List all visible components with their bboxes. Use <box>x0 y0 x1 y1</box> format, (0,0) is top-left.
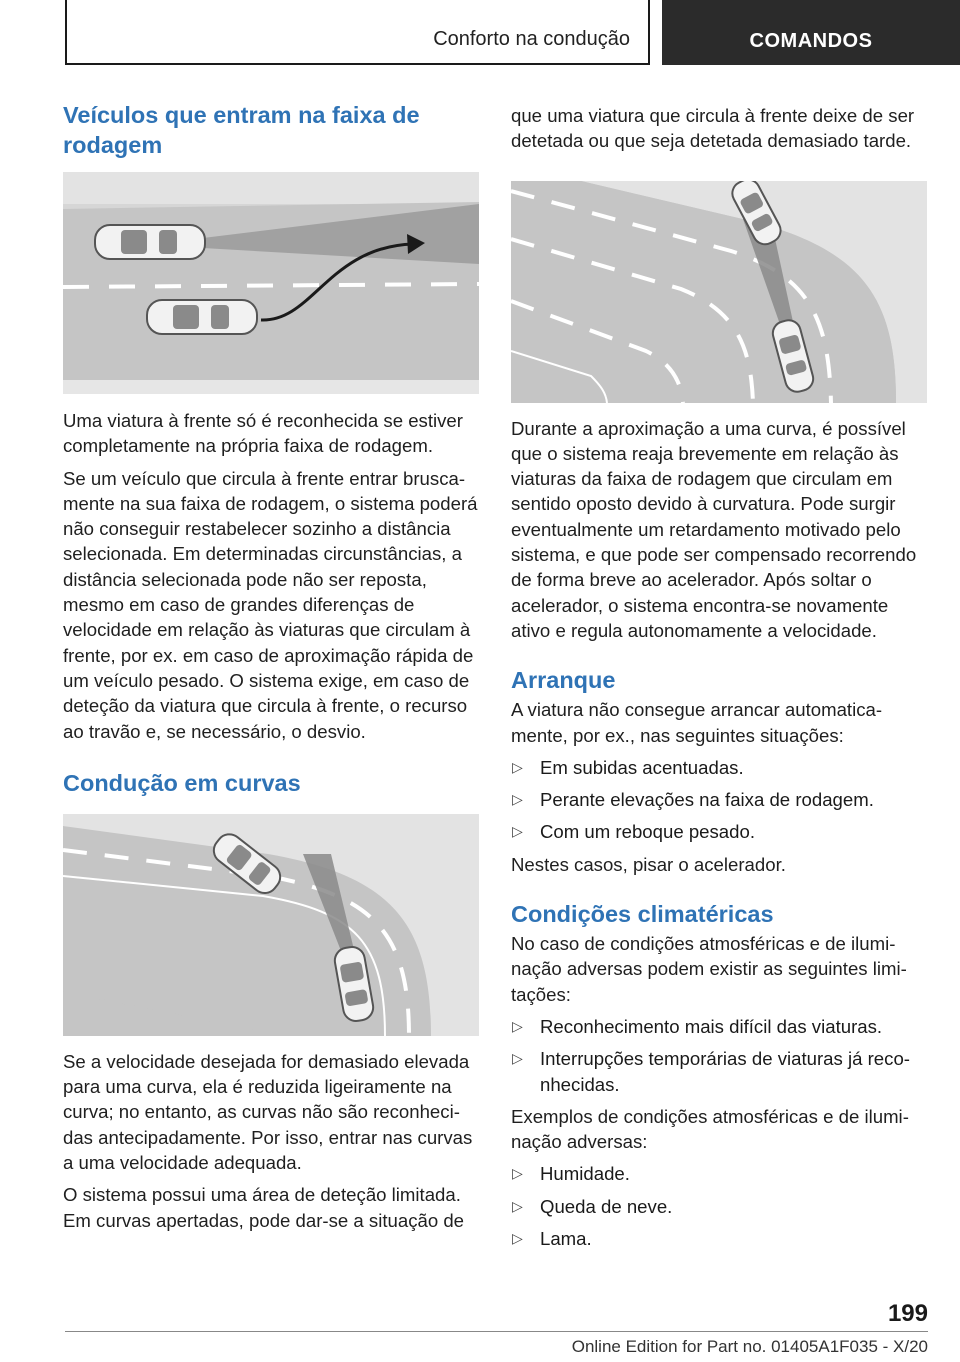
page-header <box>0 0 960 66</box>
illustration-curve-detection <box>63 814 479 1036</box>
triangle-bullet-icon: ▷ <box>512 758 523 775</box>
chapter-label: COMANDOS <box>749 30 873 52</box>
left-column <box>63 100 481 1233</box>
triangle-bullet-icon: ▷ <box>512 1050 523 1067</box>
chapter-tab <box>662 0 960 65</box>
list-item: ▷ Interrupções temporárias de viaturas já reconhecidas. <box>512 1048 910 1095</box>
paragraph-start-intro: A viatura não consegue arrancar automaticamente, por ex., nas seguintes situações: <box>511 699 883 746</box>
page-number: 199 <box>887 1300 928 1327</box>
illustration-curve-oncoming <box>511 181 927 403</box>
paragraph-press-accelerator: Nestes casos, pisar o acelerador. <box>511 853 786 875</box>
triangle-bullet-icon: ▷ <box>512 791 523 808</box>
paragraph-vehicle-cuts-in: Se um veículo que circula à frente entrar bruscamente na sua faixa de rodagem, o sistema poderá não conseguir restabelecer sozinho a distância selecionada. Em determinadas circunstâncias, a distância selecionada pode não ser reposta, mesmo em caso de grandes diferenças de velocidade em relação às viaturas que circulam à frente, por ex. em caso de aproximação rápida de um veículo pesado. O sistema exige, em caso de deteção da viatura que circula à frente, o recurso ao travão e, se necessário, o desvio. <box>63 467 478 742</box>
list-item: ▷ Reconhecimento mais difícil das viaturas. <box>511 1014 929 1039</box>
paragraph-detection-area: O sistema possui uma área de deteção limitada. Em curvas apertadas, pode dar-se a situação de <box>63 1184 465 1231</box>
paragraph-weather-examples: Exemplos de condições atmosféricas e de iluminação adversas: <box>511 1105 909 1153</box>
triangle-bullet-icon: ▷ <box>512 1230 523 1247</box>
paragraph-continued: que uma viatura que circula à frente deixe de ser detetada ou que seja detetada demasiado tarde. <box>511 105 915 152</box>
section-title: Conforto na condução <box>433 28 630 50</box>
footer-edition: Online Edition for Part no. 01405A1F035 - X/20 <box>571 1337 928 1356</box>
right-column <box>511 100 929 1258</box>
heading-start: Arranque <box>511 667 616 694</box>
heading-weather-conditions: Condições climatéricas <box>511 901 774 928</box>
triangle-bullet-icon: ▷ <box>512 1017 523 1034</box>
list-item: ▷ Com um reboque pesado. <box>511 819 929 844</box>
list-item: ▷ Lama. <box>511 1226 929 1251</box>
list-start-situations <box>511 755 929 845</box>
paragraph-weather-intro: No caso de condições atmosféricas e de iluminação adversas podem existir as seguintes limitações: <box>511 933 907 1005</box>
paragraph-approaching-curve: Durante a aproximação a uma curva, é possível que o sistema reaja brevemente em relação às viaturas da faixa de rodagem que circulam em sentido oposto devido à curvatura. Pode surgir eventualmente um retardamento motivado pelo sistema, e que pode ser compensado recorrendo de forma breve ao acelerador. Após soltar o acelerador, o sistema encontra-se novamente ativo e regula autonomamente a velocidade. <box>511 417 917 641</box>
footer-divider <box>65 1331 928 1332</box>
list-weather-examples <box>511 1161 929 1251</box>
triangle-bullet-icon: ▷ <box>512 1197 523 1214</box>
header-frame <box>65 0 650 65</box>
list-item: ▷ Perante elevações na faixa de rodagem. <box>511 787 929 812</box>
paragraph-curve-speed: Se a velocidade desejada for demasiado elevada para uma curva, ela é reduzida ligeiramente na curva; no entanto, as curvas não são reconhecidas antecipadamente. Por isso, entrar nas curvas a uma velocidade adequada. <box>63 1050 473 1174</box>
paragraph-vehicle-recognized: Uma viatura à frente só é reconhecida se estiver completamente na própria faixa de rodagem. <box>63 410 463 457</box>
list-item: ▷ Humidade. <box>511 1161 929 1186</box>
heading-vehicles-entering-lane: Veículos que entram na faixa de rodagem <box>63 102 420 158</box>
list-item: ▷ Queda de neve. <box>511 1194 929 1219</box>
triangle-bullet-icon: ▷ <box>512 1165 523 1182</box>
heading-driving-in-curves: Condução em curvas <box>63 769 301 796</box>
triangle-bullet-icon: ▷ <box>512 823 523 840</box>
list-item: ▷ Em subidas acentuadas. <box>511 755 929 780</box>
illustration-vehicle-cutting-in <box>63 172 479 394</box>
list-weather-limitations <box>511 1014 929 1097</box>
